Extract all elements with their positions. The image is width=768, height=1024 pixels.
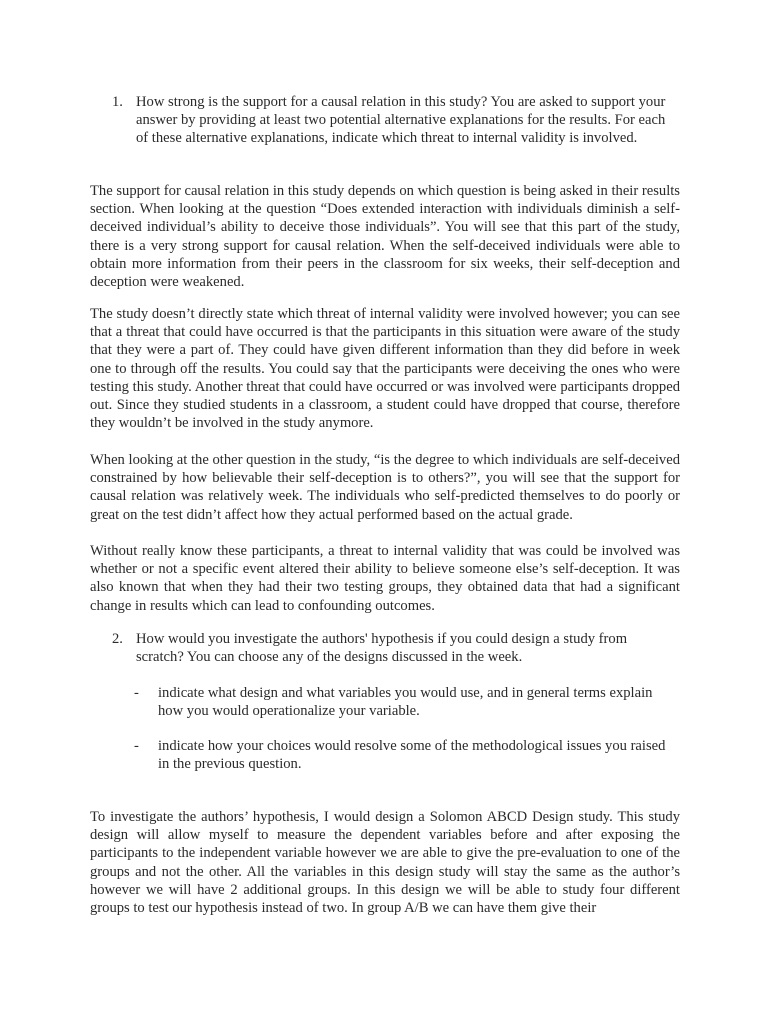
answer-paragraph-2: The study doesn’t directly state which threat of internal validity were involved however; you can see that a threat that could have occurred is that the participants in this situation were aware of the study that they were a part of. They could have given different information than they did before in week one to through off the results. You could say that the participants were deceiving the ones who were testing this study. Another threat that could have occurred or was involved were participants dropped out. Since they studied students in a classroom, a student could have dropped that course, therefore they wouldn’t be involved in the study anymore. <box>90 306 680 432</box>
bullet-text: indicate what design and what variables you would use, and in general terms explain how you would operationalize your variable. <box>158 685 653 720</box>
answer-paragraph-4: Without really know these participants, a threat to internal validity that was could be involved was whether or not a specific event altered their ability to believe someone else’s self-deception. It was also known that when they had their two testing groups, they obtained data that had a significant change in results which can lead to confounding outcomes. <box>90 543 680 614</box>
bullet-text: indicate how your choices would resolve some of the methodological issues you raised in the previous question. <box>158 738 666 773</box>
question-2-text: How would you investigate the authors' hypothesis if you could design a study from scratch? You can choose any of the designs discussed in the week. <box>136 631 628 666</box>
bullet-dash: - <box>134 685 139 701</box>
answer-paragraph-5: To investigate the authors’ hypothesis, I would design a Solomon ABCD Design study. This study design will allow myself to measure the dependent variables before and after exposing the participants to the independent variable however we are able to give the pre-evaluation to one of the groups and not the other. All the variables in this design study will stay the same as the author’s however we will have 2 additional groups. In this design we will be able to study four different groups to test our hypothesis instead of two. In group A/B we can have them give their <box>90 809 680 917</box>
question-2-number: 2. <box>112 631 123 647</box>
answer-paragraph-3: When looking at the other question in the study, “is the degree to which individuals are self-deceived constrained by how believable their self-deception is to others?”, you will see that the support for causal relation was relatively week. The individuals who self-predicted themselves to do poorly or great on the test didn’t affect how they actual performed based on the actual grade. <box>90 452 680 523</box>
question-1-text: How strong is the support for a causal relation in this study? You are asked to support your answer by providing at least two potential alternative explanations for the results. For each of these alternative explanations, indicate which threat to internal validity is involved. <box>136 94 666 147</box>
question-1-number: 1. <box>112 94 123 110</box>
answer-paragraph-1: The support for causal relation in this study depends on which question is being asked in their results section. When looking at the question “Does extended interaction with individuals diminish a self-deceived individual’s ability to deceive those individuals”. You will see that this part of the study, there is a very strong support for causal relation. When the self-deceived individuals were able to obtain more information from their peers in the classroom for six weeks, their self-deception and deception were weakened. <box>90 183 680 291</box>
bullet-dash: - <box>134 738 139 754</box>
